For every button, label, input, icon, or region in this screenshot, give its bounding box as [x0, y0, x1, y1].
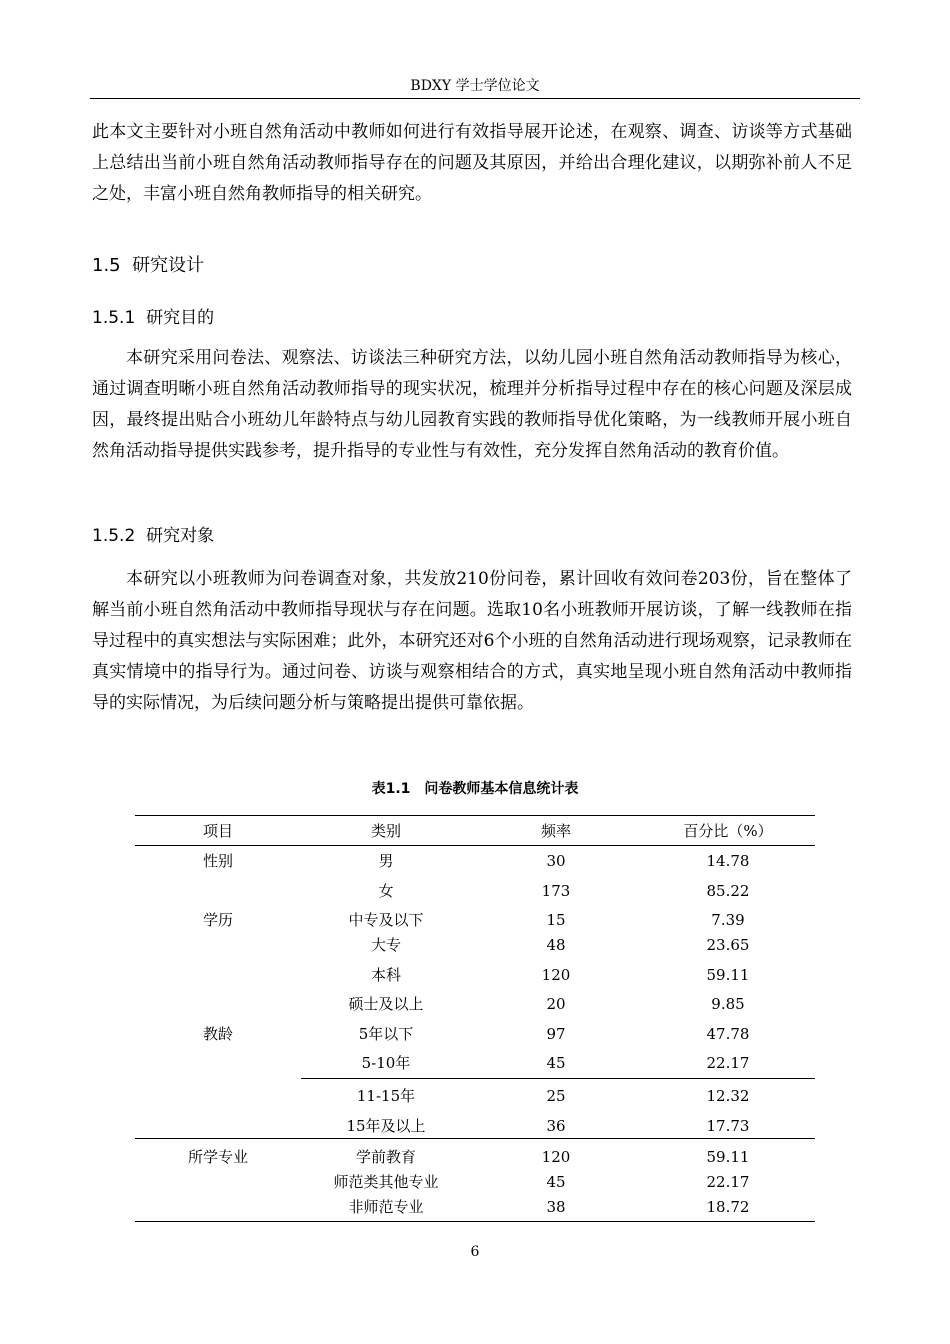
table-bottom-rule	[135, 1221, 815, 1222]
purpose-paragraph: 本研究采用问卷法、观察法、访谈法三种研究方法，以幼儿园小班自然角活动教师指导为核心，通过调查明晰小班自然角活动教师指导的现实状况，梳理并分析指导过程中存在的核心问题及深层成因，最终提出贴合小班幼儿年龄特点与幼儿园教育实践的教师指导优化策略，为一线教师开展小班自然角活动指导提供实践参考，提升指导的专业性与有效性，充分发挥自然角活动的教育价值。	[92, 348, 852, 461]
table-cell-item: 所学专业	[187, 1148, 248, 1166]
table-cell-item: 性别	[202, 852, 233, 870]
table-cell-freq: 45	[546, 1054, 566, 1072]
subsection-number: 1.5.2	[92, 526, 136, 546]
intro-paragraph: 此本文主要针对小班自然角活动中教师如何进行有效指导展开论述，在观察、调查、访谈等方式基础上总结出当前小班自然角活动教师指导存在的问题及其原因，并给出合理化建议，以期弥补前人不足之处，丰富小班自然角教师指导的相关研究。	[92, 122, 852, 204]
table-inner-rule	[301, 1078, 815, 1079]
table-cell-freq: 25	[546, 1087, 566, 1105]
table-cell-category: 大专	[370, 936, 401, 954]
section-number: 1.5	[92, 255, 121, 276]
section-heading	[92, 254, 204, 278]
table-cell-pct: 14.78	[706, 852, 750, 870]
table-cell-category: 非师范专业	[348, 1198, 424, 1216]
table-cell-pct: 9.85	[711, 995, 745, 1013]
table-header-rule	[135, 845, 815, 846]
table-cell-freq: 30	[546, 852, 566, 870]
subsection-title: 研究对象	[146, 526, 215, 546]
table-cell-category: 男	[378, 852, 394, 870]
table-cell-freq: 15	[546, 911, 566, 929]
page-number: 6	[470, 1244, 480, 1260]
header-frequency: 频率	[540, 822, 571, 840]
table-cell-pct: 59.11	[706, 966, 750, 984]
table-cell-category: 中专及以下	[348, 911, 424, 929]
table-cell-freq: 48	[546, 936, 566, 954]
table-cell-freq: 173	[541, 882, 571, 900]
table-cell-freq: 38	[546, 1198, 566, 1216]
table-cell-freq: 36	[546, 1117, 566, 1135]
table-cell-category: 学前教育	[355, 1148, 416, 1166]
table-cell-freq: 120	[541, 1148, 571, 1166]
subsection-title: 研究目的	[146, 308, 215, 328]
table-cell-pct: 59.11	[706, 1148, 750, 1166]
table-cell-item: 教龄	[202, 1025, 233, 1043]
table-cell-freq: 97	[546, 1025, 566, 1043]
subsection-heading-subjects	[92, 524, 214, 548]
table-cell-category: 硕士及以上	[348, 995, 424, 1013]
table-cell-freq: 120	[541, 966, 571, 984]
table-cell-pct: 22.17	[706, 1054, 750, 1072]
table-cell-pct: 17.73	[706, 1117, 750, 1135]
table-cell-freq: 20	[546, 995, 566, 1013]
header-percent: 百分比（%）	[683, 822, 773, 840]
table-top-rule	[135, 815, 815, 816]
table-cell-pct: 85.22	[706, 882, 750, 900]
stats-table	[135, 815, 815, 1223]
table-cell-pct: 7.39	[711, 911, 745, 929]
section-title: 研究设计	[132, 255, 205, 276]
table-cell-pct: 22.17	[706, 1173, 750, 1191]
header-item: 项目	[202, 822, 233, 840]
table-cell-category: 师范类其他专业	[333, 1173, 439, 1191]
running-header: BDXY 学士学位论文	[410, 78, 540, 94]
table-cell-category: 本科	[370, 966, 401, 984]
table-cell-pct: 18.72	[706, 1198, 750, 1216]
table-cell-category: 5年以下	[358, 1025, 414, 1043]
table-section-rule	[135, 1138, 815, 1139]
table-caption: 表1.1 问卷教师基本信息统计表	[371, 781, 579, 797]
table-cell-freq: 45	[546, 1173, 566, 1191]
subsection-heading-purpose	[92, 306, 214, 330]
subjects-paragraph: 本研究以小班教师为问卷调查对象，共发放210份问卷，累计回收有效问卷203份，旨在整体了解当前小班自然角活动中教师指导现状与存在问题。选取10名小班教师开展访谈，了解一线教师在指导过程中的真实想法与实际困难；此外，本研究还对6个小班的自然角活动进行现场观察，记录教师在真实情境中的指导行为。通过问卷、访谈与观察相结合的方式，真实地呈现小班自然角活动中教师指导的实际情况，为后续问题分析与策略提出提供可靠依据。	[92, 569, 852, 713]
table-cell-category: 15年及以上	[346, 1117, 426, 1135]
table-cell-pct: 23.65	[706, 936, 750, 954]
table-cell-category: 5-10年	[361, 1054, 411, 1072]
header-rule	[90, 98, 860, 99]
table-cell-item: 学历	[202, 911, 233, 929]
table-cell-pct: 12.32	[706, 1087, 750, 1105]
subsection-number: 1.5.1	[92, 308, 136, 328]
table-cell-category: 11-15年	[356, 1087, 416, 1105]
table-cell-pct: 47.78	[706, 1025, 750, 1043]
header-category: 类别	[370, 822, 401, 840]
table-cell-category: 女	[378, 882, 394, 900]
